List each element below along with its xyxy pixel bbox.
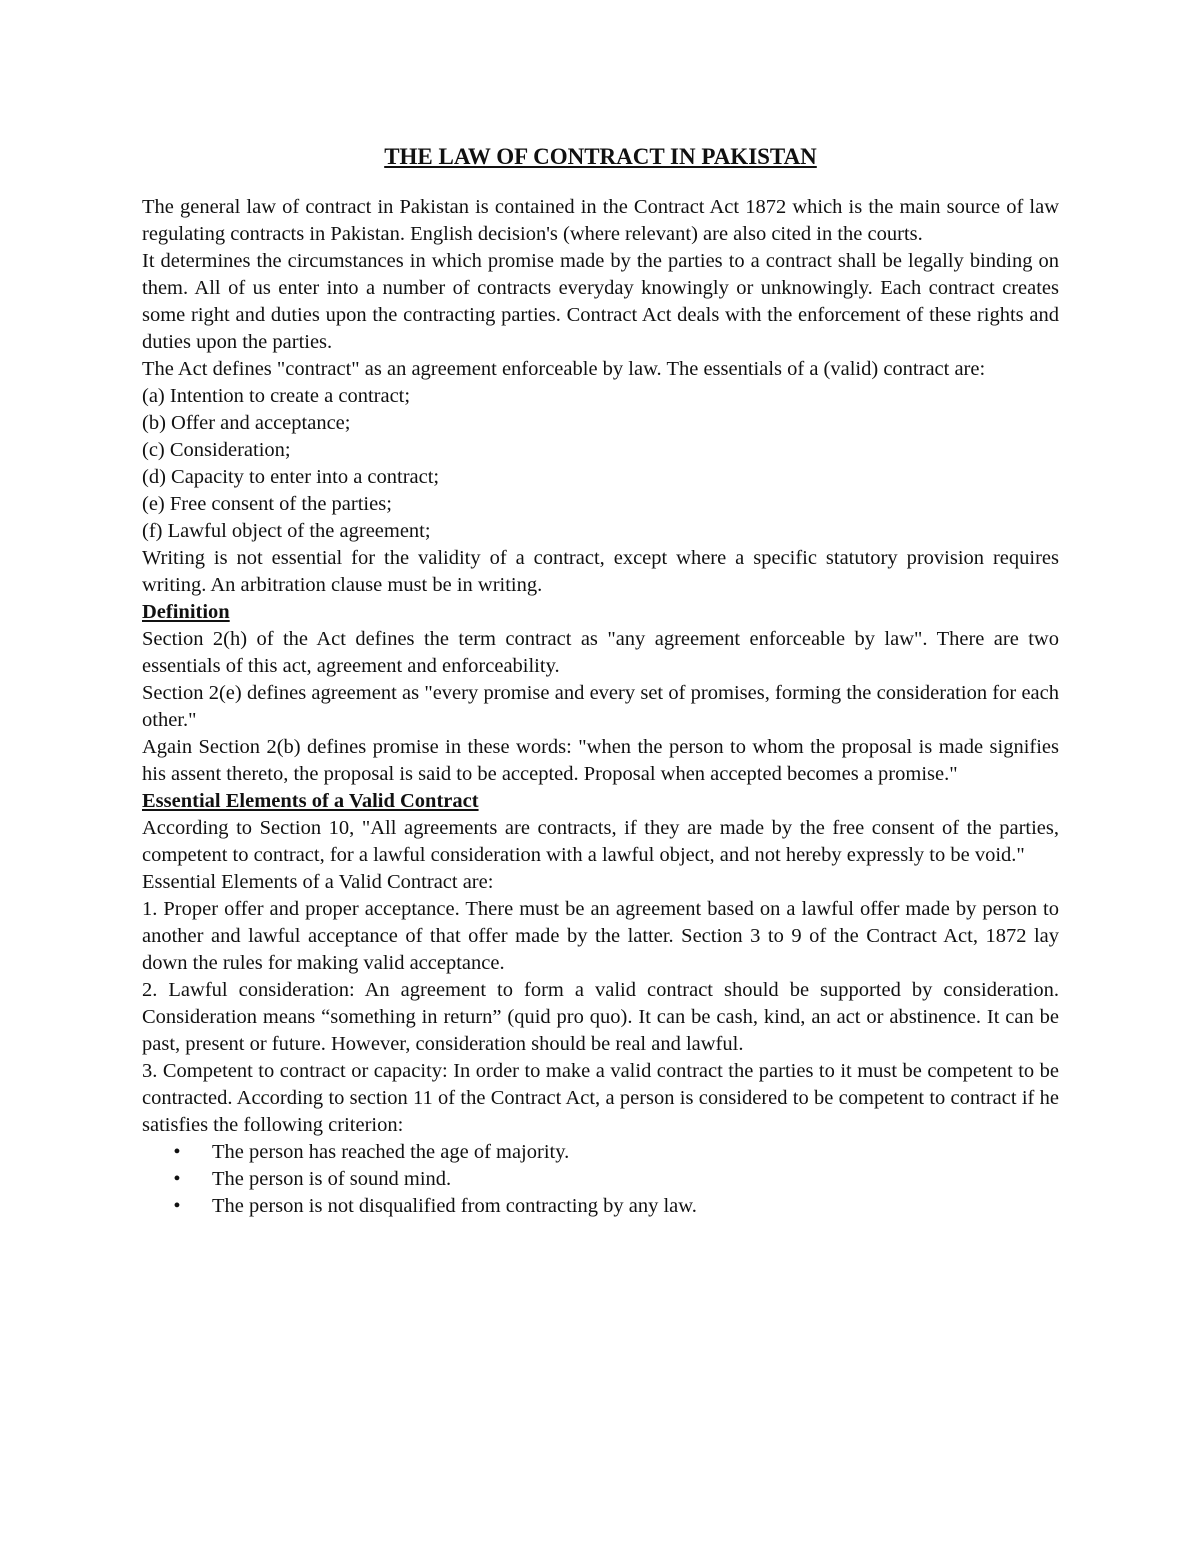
essentials-item-c: (c) Consideration; — [142, 439, 291, 461]
definition-heading: Definition — [142, 601, 230, 623]
elements-paragraph-3: 1. Proper offer and proper acceptance. There must be an agreement based on a lawful offer made by person to another and lawful acceptance of that offer made by the latter. Section 3 to 9 of the Contract Act, 1872 lay down the rules for making valid acceptance. — [142, 898, 1059, 974]
elements-paragraph-5: 3. Competent to contract or capacity: In order to make a valid contract the parties to it must be competent to be contracted. According to section 11 of the Contract Act, a person is considered to be competent to contract if he satisfies the following criterion: — [142, 1060, 1059, 1136]
elements-paragraph-4: 2. Lawful consideration: An agreement to form a valid contract should be supported by consideration. Consideration means “something in return” (quid pro quo). It can be cash, kind, an act or abstinence. It can be past, present or future. However, consideration should be real and lawful. — [142, 979, 1059, 1055]
definition-paragraph-1: Section 2(h) of the Act defines the term contract as "any agreement enforceable by law". There are two essentials of this act, agreement and enforceability. — [142, 628, 1059, 677]
definition-paragraph-2: Section 2(e) defines agreement as "every promise and every set of promises, forming the consideration for each other." — [142, 682, 1059, 731]
intro-paragraph-3: The Act defines "contract" as an agreement enforceable by law. The essentials of a (valid) contract are: — [142, 358, 986, 380]
competence-bullet-list — [142, 1139, 1059, 1220]
essentials-item-d: (d) Capacity to enter into a contract; — [142, 466, 440, 488]
bullet-icon: • — [173, 1168, 181, 1190]
definition-paragraph-3: Again Section 2(b) defines promise in these words: "when the person to whom the proposal is made signifies his assent thereto, the proposal is said to be accepted. Proposal when accepted becomes a promise." — [142, 736, 1059, 785]
elements-paragraph-1: According to Section 10, "All agreements are contracts, if they are made by the free consent of the parties, competent to contract, for a lawful consideration with a lawful object, and not hereby expressly to be void." — [142, 817, 1059, 866]
bullet-text-3: The person is not disqualified from contracting by any law. — [212, 1195, 697, 1217]
bullet-text-2: The person is of sound mind. — [212, 1168, 452, 1190]
bullet-item-2 — [170, 1166, 1059, 1193]
document-body — [142, 142, 1059, 1220]
essential-elements-heading: Essential Elements of a Valid Contract — [142, 790, 479, 812]
document-title: THE LAW OF CONTRACT IN PAKISTAN — [384, 144, 817, 169]
intro-paragraph-2: It determines the circumstances in which promise made by the parties to a contract shall be legally binding on them. All of us enter into a number of contracts everyday knowingly or unknowingly. Each contract creates some right and duties upon the contracting parties. Contract Act deals with the enforcement of these rights and duties upon the parties. — [142, 250, 1059, 353]
essentials-item-e: (e) Free consent of the parties; — [142, 493, 392, 515]
bullet-item-1 — [170, 1139, 1059, 1166]
elements-paragraph-2: Essential Elements of a Valid Contract are: — [142, 871, 494, 893]
essentials-item-b: (b) Offer and acceptance; — [142, 412, 351, 434]
bullet-icon: • — [173, 1141, 181, 1163]
writing-paragraph: Writing is not essential for the validity of a contract, except where a specific statutory provision requires writing. An arbitration clause must be in writing. — [142, 547, 1059, 596]
bullet-text-1: The person has reached the age of majority. — [212, 1141, 570, 1163]
bullet-item-3 — [170, 1193, 1059, 1220]
essentials-item-a: (a) Intention to create a contract; — [142, 385, 411, 407]
essentials-list — [142, 383, 1059, 545]
essentials-item-f: (f) Lawful object of the agreement; — [142, 520, 431, 542]
bullet-icon: • — [173, 1195, 181, 1217]
intro-paragraph-1: The general law of contract in Pakistan is contained in the Contract Act 1872 which is the main source of law regulating contracts in Pakistan. English decision's (where relevant) are also cited in the courts. — [142, 196, 1059, 245]
